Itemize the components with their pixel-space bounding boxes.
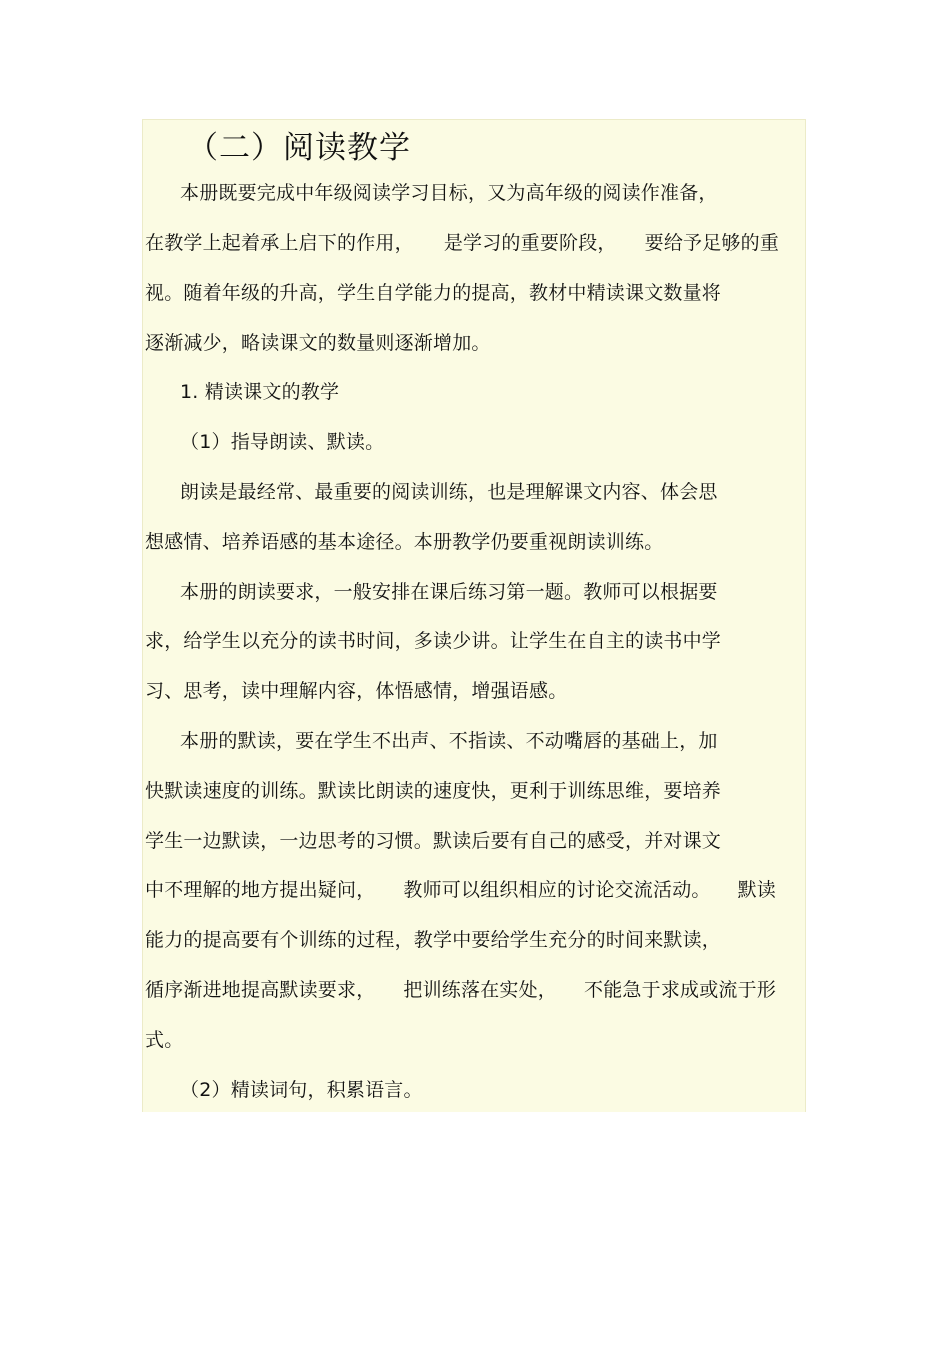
- paragraph-2-line-1: 朗读是最经常、最重要的阅读训练，也是理解课文内容、体会思: [180, 481, 718, 503]
- section-title: （二）阅读教学: [187, 130, 411, 166]
- subsection-1-heading: （1）指导朗读、默读。: [180, 431, 385, 453]
- paragraph-4-line-6: [145, 978, 776, 1002]
- paragraph-4-line-2: 快默读速度的训练。默读比朗读的速度快，更利于训练思维，要培养: [145, 780, 722, 802]
- paragraph-1-line-1: 本册既要完成中年级阅读学习目标，又为高年级的阅读作准备，: [180, 182, 718, 204]
- paragraph-4-line-4-part-1: 中不理解的地方提出疑问，: [145, 879, 376, 901]
- paragraph-1-line-2-part-2: 是学习的重要阶段，: [443, 232, 617, 254]
- document-page: [142, 119, 806, 1112]
- paragraph-4-line-6-part-3: 不能急于求成或流于形: [584, 979, 777, 1001]
- paragraph-1-line-2-part-3: 要给予足够的重: [644, 232, 780, 254]
- paragraph-4-line-5: 能力的提高要有个训练的过程，教学中要给学生充分的时间来默读，: [145, 929, 722, 951]
- paragraph-4-line-7: 式。: [145, 1029, 184, 1051]
- paragraph-4-line-4-part-3: 默读: [737, 879, 777, 901]
- paragraph-4-line-4-part-2: 教师可以组织相应的讨论交流活动。: [403, 879, 711, 901]
- paragraph-4-line-1: 本册的默读，要在学生不出声、不指读、不动嘴唇的基础上，加: [180, 730, 718, 752]
- paragraph-2-line-2: 想感情、培养语感的基本途径。本册教学仍要重视朗读训练。: [145, 531, 664, 553]
- paragraph-3-line-1: 本册的朗读要求，一般安排在课后练习第一题。教师可以根据要: [180, 581, 718, 603]
- subsection-2-heading: （2）精读词句，积累语言。: [180, 1079, 423, 1101]
- paragraph-1-line-2-part-1: 在教学上起着承上启下的作用，: [145, 232, 414, 254]
- paragraph-1-line-3: 视。随着年级的升高，学生自学能力的提高，教材中精读课文数量将: [145, 282, 722, 304]
- paragraph-4-line-6-part-2: 把训练落在实处，: [403, 979, 558, 1001]
- paragraph-4-line-3: 学生一边默读，一边思考的习惯。默读后要有自己的感受，并对课文: [145, 830, 722, 852]
- paragraph-3-line-3: 习、思考，读中理解内容，体悟感情，增强语感。: [145, 680, 568, 702]
- paragraph-1-line-2: [145, 231, 779, 255]
- paragraph-1-line-4: 逐渐减少，略读课文的数量则逐渐增加。: [145, 332, 491, 354]
- paragraph-4-line-6-part-1: 循序渐进地提高默读要求，: [145, 979, 376, 1001]
- section-1-heading: 1. 精读课文的教学: [180, 381, 340, 403]
- paragraph-3-line-2: 求，给学生以充分的读书时间，多读少讲。让学生在自主的读书中学: [145, 630, 722, 652]
- paragraph-4-line-4: [145, 878, 776, 902]
